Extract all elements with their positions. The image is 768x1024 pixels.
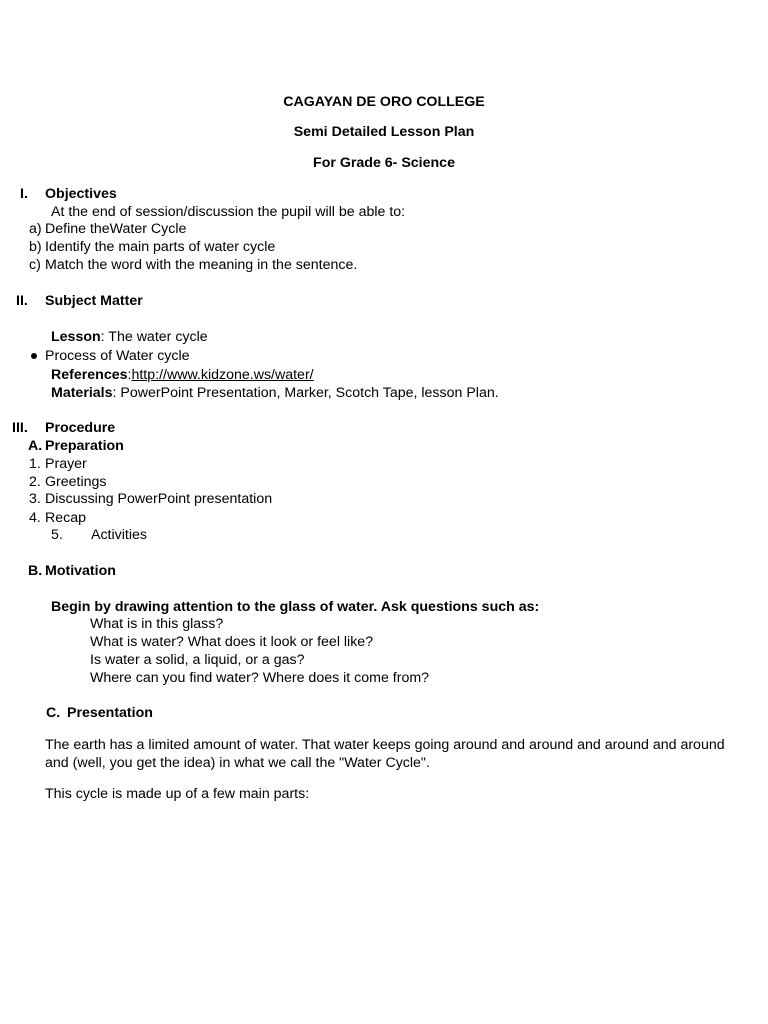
preparation-item: Greetings xyxy=(45,474,107,490)
references-line xyxy=(51,366,314,384)
materials-line xyxy=(51,384,499,402)
motivation-question: What is in this glass? xyxy=(90,616,224,632)
bullet-item: Process of Water cycle xyxy=(45,348,190,364)
presentation-marker: C. xyxy=(46,705,61,721)
motivation-question: Is water a solid, a liquid, or a gas? xyxy=(90,652,305,668)
materials-label: Materials xyxy=(51,385,113,401)
presentation-paragraph: The earth has a limited amount of water. That water keeps going around and around and around and around and (well, you get the idea) in what we call the "Water Cycle". xyxy=(45,737,725,771)
references-separator: : xyxy=(127,367,132,383)
presentation-paragraph: This cycle is made up of a few main parts: xyxy=(45,786,310,802)
procedure-numeral: III. xyxy=(12,420,28,436)
college-title: CAGAYAN DE ORO COLLEGE xyxy=(283,94,485,110)
references-link[interactable]: http://www.kidzone.ws/water/ xyxy=(131,367,314,383)
procedure-heading: Procedure xyxy=(45,420,116,436)
objective-item: Match the word with the meaning in the sentence. xyxy=(45,257,358,273)
lesson-line xyxy=(51,328,208,346)
objectives-intro: At the end of session/discussion the pupil will be able to: xyxy=(51,204,406,220)
preparation-item: Discussing PowerPoint presentation xyxy=(45,491,273,507)
preparation-marker: 4. xyxy=(29,510,41,526)
objectives-heading: Objectives xyxy=(45,186,117,202)
motivation-marker: B. xyxy=(28,563,43,579)
preparation-item: Prayer xyxy=(45,456,87,472)
lesson-label: Lesson xyxy=(51,329,101,345)
objective-item: Identify the main parts of water cycle xyxy=(45,239,276,255)
bullet-dot xyxy=(31,353,37,359)
preparation-item: Activities xyxy=(91,527,147,543)
objectives-numeral: I. xyxy=(20,186,28,202)
preparation-marker: 5. xyxy=(51,527,63,543)
materials-value: : PowerPoint Presentation, Marker, Scotch Tape, lesson Plan. xyxy=(112,385,499,401)
preparation-marker: 1. xyxy=(29,456,41,472)
presentation-heading: Presentation xyxy=(67,705,153,721)
motivation-question: Where can you find water? Where does it come from? xyxy=(90,670,430,686)
preparation-marker: 2. xyxy=(29,474,41,490)
objective-item: Define theWater Cycle xyxy=(45,221,187,237)
motivation-lead: Begin by drawing attention to the glass of water. Ask questions such as: xyxy=(51,599,540,615)
lesson-value: : The water cycle xyxy=(100,329,208,345)
grade-subtitle: For Grade 6- Science xyxy=(313,155,455,171)
subject-matter-heading: Subject Matter xyxy=(45,293,143,309)
motivation-heading: Motivation xyxy=(45,563,116,579)
subject-matter-numeral: II. xyxy=(16,293,28,309)
objective-marker: a) xyxy=(29,221,42,237)
preparation-item: Recap xyxy=(45,510,87,526)
references-label: References xyxy=(51,367,128,383)
objective-marker: b) xyxy=(29,239,42,255)
objective-marker: c) xyxy=(29,257,41,273)
preparation-marker: 3. xyxy=(29,491,41,507)
plan-type: Semi Detailed Lesson Plan xyxy=(293,124,475,140)
preparation-marker: A. xyxy=(28,438,43,454)
motivation-question: What is water? What does it look or feel like? xyxy=(90,634,374,650)
preparation-heading: Preparation xyxy=(45,438,124,454)
